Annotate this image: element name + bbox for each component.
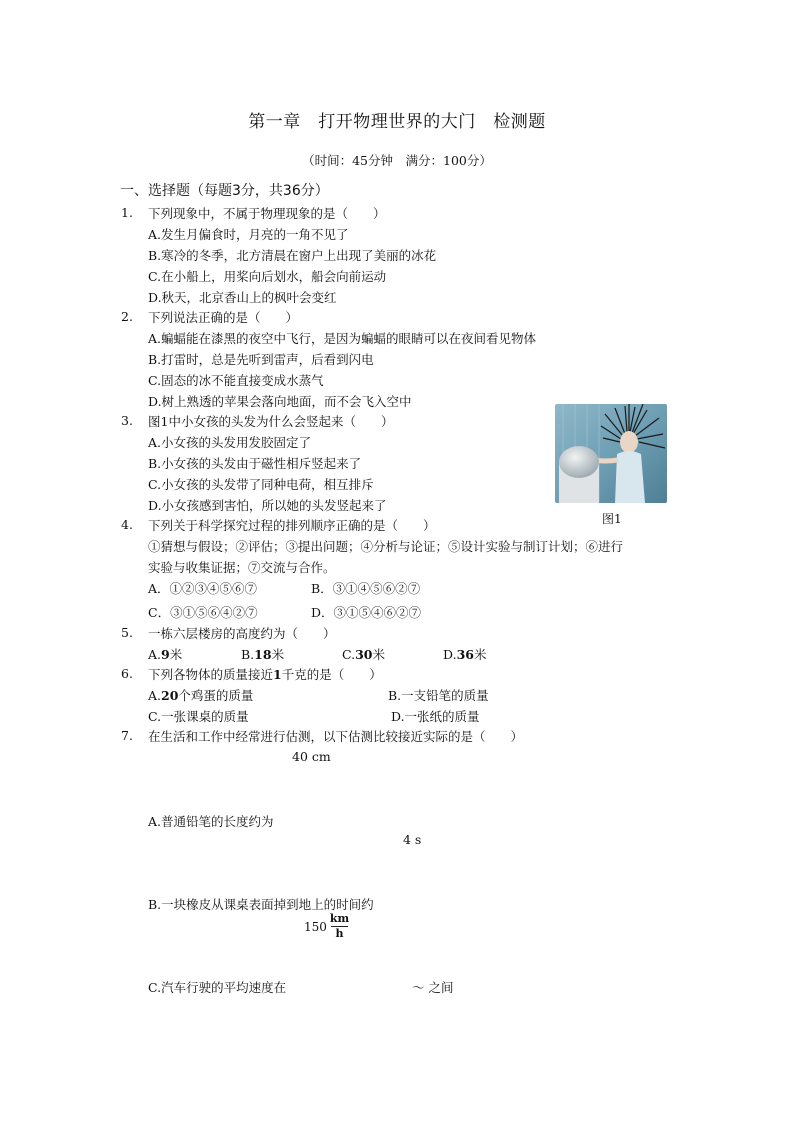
fraction-denominator: h: [335, 927, 344, 940]
option-c: C.30米: [342, 647, 386, 662]
math-expression: 40 cm: [292, 749, 331, 764]
option-a: A.发生月偏食时，月亮的一角不见了: [148, 227, 349, 242]
option-a: A.普通铅笔的长度约为: [148, 814, 274, 829]
option-b: B.打雷时，总是先听到雷声，后看到闪电: [148, 352, 374, 367]
question-stem: 下列现象中，不属于物理现象的是（ ）: [148, 206, 386, 221]
question-stem: 下列说法正确的是（ ）: [148, 310, 299, 325]
option-c: C.在小船上，用桨向后划水，船会向前运动: [148, 269, 387, 284]
option-c: C.汽车行驶的平均速度在: [148, 980, 287, 995]
option-b: B.寒冷的冬季，北方清晨在窗户上出现了美丽的冰花: [148, 248, 437, 263]
question-number: 7.: [121, 728, 133, 743]
option-c: C.固态的冰不能直接变成水蒸气: [148, 373, 324, 388]
option-a: A.9米: [148, 647, 183, 662]
option-c-tail: ～ 之间: [412, 980, 454, 995]
exam-info: （时间：45分钟 满分：100分）: [302, 153, 492, 168]
question-stem: 图1中小女孩的头发为什么会竖起来（ ）: [148, 414, 394, 429]
fraction-coefficient: 150: [304, 919, 327, 934]
math-expression: 4 s: [403, 832, 422, 847]
option-b: B.一支铅笔的质量: [388, 688, 489, 703]
option-b: B．③①④⑤⑥②⑦: [311, 581, 421, 596]
section-heading: 一、选择题（每题3分，共36分）: [120, 183, 329, 199]
figure-girl-static-hair-image: [555, 404, 667, 503]
option-c: C．③①⑤⑥④②⑦: [148, 605, 258, 620]
question-number: 4.: [121, 517, 133, 532]
option-a: A.蝙蝠能在漆黑的夜空中飞行，是因为蝙蝠的眼睛可以在夜间看见物体: [148, 331, 537, 346]
option-d: D．③①⑤④⑥②⑦: [311, 605, 422, 620]
question-number: 6.: [121, 666, 133, 681]
option-a: A.小女孩的头发用发胶固定了: [148, 435, 312, 450]
figure-caption: 图1: [602, 512, 622, 526]
question-number: 5.: [121, 625, 133, 640]
question-number: 1.: [121, 205, 133, 220]
option-c: C.一张课桌的质量: [148, 709, 249, 724]
page-title: 第一章 打开物理世界的大门 检测题: [248, 112, 546, 132]
question-text-line: 实验与收集证据；⑦交流与合作。: [148, 560, 336, 575]
option-d: D.一张纸的质量: [391, 709, 480, 724]
option-d: D.小女孩感到害怕，所以她的头发竖起来了: [148, 498, 387, 513]
math-fraction-speed: [304, 912, 349, 941]
option-c: C.小女孩的头发带了同种电荷，相互排斥: [148, 477, 374, 492]
option-d: D.36米: [443, 647, 487, 662]
option-d: D.秋天，北京香山上的枫叶会变红: [148, 290, 337, 305]
fraction-numerator: km: [329, 912, 350, 925]
question-stem: 在生活和工作中经常进行估测，以下估测比较接近实际的是（ ）: [148, 729, 524, 744]
option-b: B.18米: [241, 647, 285, 662]
question-stem: 下列关于科学探究过程的排列顺序正确的是（ ）: [148, 518, 436, 533]
option-d: D.树上熟透的苹果会落向地面，而不会飞入空中: [148, 394, 412, 409]
option-a: A．①②③④⑤⑥⑦: [148, 581, 258, 596]
question-number: 3.: [121, 413, 133, 428]
question-text-line: ①猜想与假设；②评估；③提出问题；④分析与论证；⑤设计实验与制订计划；⑥进行: [148, 539, 624, 554]
question-stem: 一栋六层楼房的高度约为（ ）: [148, 626, 336, 641]
question-stem: 下列各物体的质量接近1千克的是（ ）: [148, 667, 382, 682]
question-number: 2.: [121, 309, 133, 324]
option-a: A.20个鸡蛋的质量: [148, 688, 254, 703]
option-b: B.小女孩的头发由于磁性相斥竖起来了: [148, 456, 362, 471]
option-b: B.一块橡皮从课桌表面掉到地上的时间约: [148, 897, 374, 912]
